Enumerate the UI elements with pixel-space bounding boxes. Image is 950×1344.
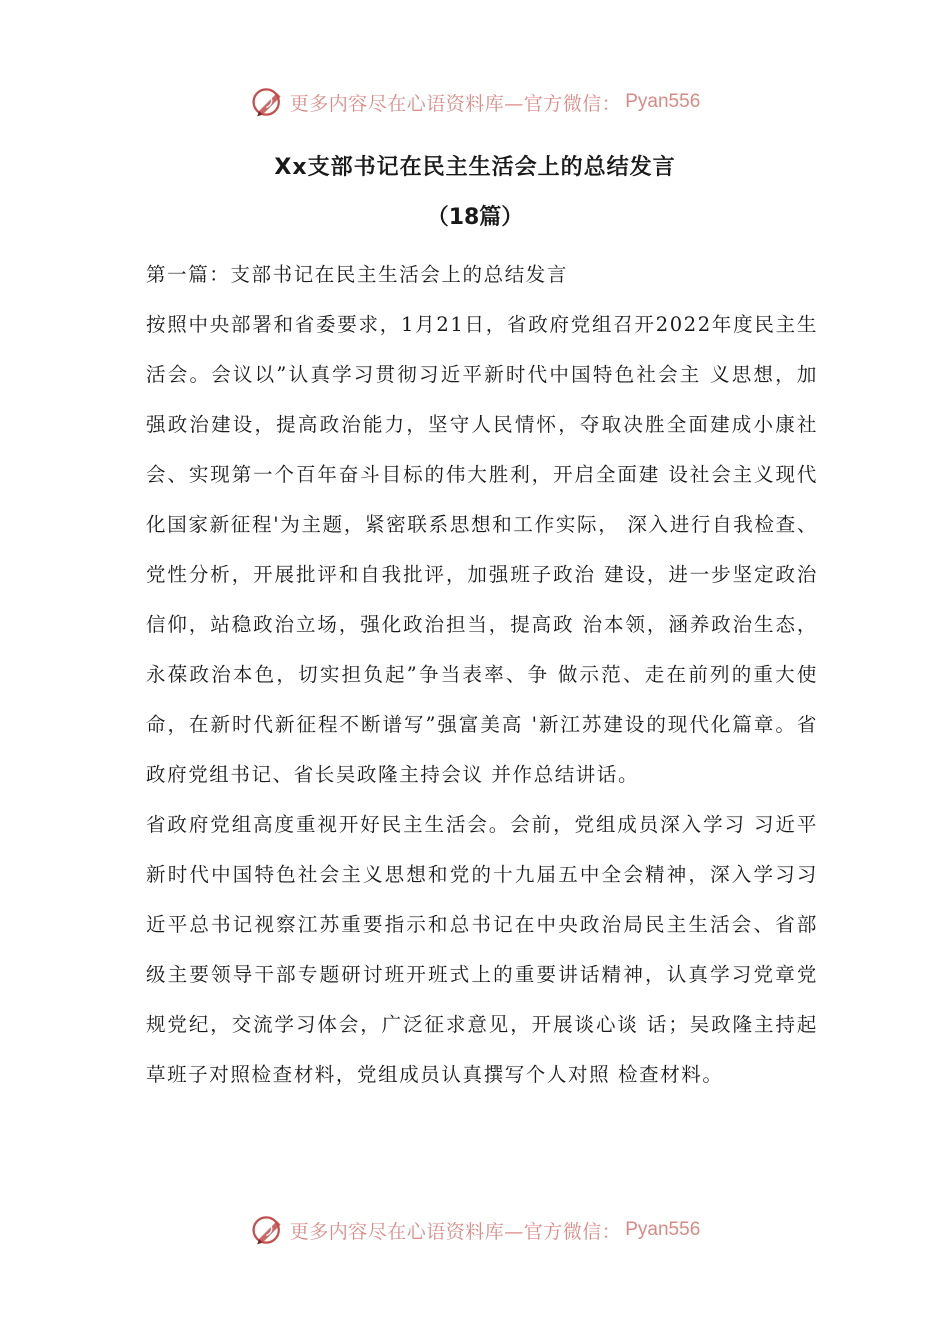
header-watermark	[0, 84, 950, 120]
document-title: Xx支部书记在民主生活会上的总结发言	[274, 155, 676, 180]
document-subtitle: （18篇）	[426, 205, 524, 230]
pen-logo-icon	[250, 1212, 286, 1248]
watermark-handle: Pyan556	[625, 1219, 701, 1240]
watermark-handle: Pyan556	[625, 91, 701, 112]
document-body	[146, 250, 818, 1100]
paragraph-2: 省政府党组高度重视开好民主生活会。会前，党组成员深入学习 习近平新时代中国特色社会主义思想和党的十九届五中全会精神，深入学习习近平总书记视察江苏重要指示和总书记在中央政治局民主生活会、省部级主要领导干部专题研讨班开班式上的重要讲话精神，认真学习党章党规党纪，交流学习体会，广泛征求意见，开展谈心谈 话；吴政隆主持起草班子对照检查材料，党组成员认真撰写个人对照 检查材料。	[146, 813, 818, 1086]
footer-watermark	[0, 1212, 950, 1248]
watermark-text: 更多内容尽在心语资料库—官方微信：	[289, 92, 622, 115]
section-heading: 第一篇：支部书记在民主生活会上的总结发言	[146, 263, 569, 286]
pen-logo-icon	[250, 84, 286, 120]
watermark-text: 更多内容尽在心语资料库—官方微信：	[289, 1220, 622, 1243]
paragraph-1: 按照中央部署和省委要求，1月21日，省政府党组召开2022年度民主生活会。会议以”认真学习贯彻习近平新时代中国特色社会主 义思想，加强政治建设，提高政治能力，坚守人民情怀，夺取决胜全面建成小康社会、实现第一个百年奋斗目标的伟大胜利，开启全面建 设社会主义现代化国家新征程'为主题，紧密联系思想和工作实际， 深入进行自我检查、党性分析，开展批评和自我批评，加强班子政治 建设，进一步坚定政治信仰，站稳政治立场，强化政治担当，提高政 治本领，涵养政治生态，永葆政治本色，切实担负起”争当表率、争 做示范、走在前列的重大使命，在新时代新征程不断谱写”强富美高 '新江苏建设的现代化篇章。省政府党组书记、省长吴政隆主持会议 并作总结讲话。	[146, 313, 818, 786]
